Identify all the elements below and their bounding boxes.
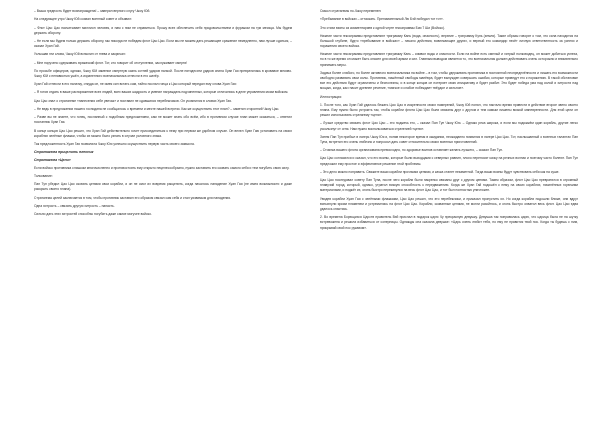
paragraph: Толкование: [34, 174, 53, 179]
paragraph: Нижние части гексаграммы представляют триграмму Кань (вода, опасность), верхние – триграмму Кунь (земля). Такие образы говорят о том, что сила находится на большой глубине, будто «пребывание в войсках» – начало действия, вовлекающее других, и верный его командир несёт личную ответственность за успехи и поражения своего войска. [320, 33, 578, 49]
paragraph: Так предложенность Хуан Гая позволила Чжоу Юю успешно осуществить первую часть своего замысла. [34, 142, 195, 147]
subsection-heading: Стратагема «Цепи» [34, 158, 71, 163]
left-text-column [34, 9, 292, 418]
paragraph: Цао Цао согласился и сказал, что его воины, которые были выходцами с северных равнин, плохо переносят качку на речных волнах и поэтому часто болеют. Пан Тун предложил ему простое и эффективное решение этой проблемы. [320, 156, 578, 166]
paragraph: Цао Цао последовал совету Пан Туна, после чего корабли были накрепко связаны друг с другом цепями. Таким образом, флот Цао Цао превратился в огромный плавучий город, который, однако, утратил всякую способность к передвижению. Когда же Хуан Гай подошёл к нему на своих кораблях, начинённых горючими материалами, и поджёг их, огонь быстро перекинулся на весь флот Цао Цао, и тот был полностью уничтожен. [320, 178, 578, 193]
paragraph: Цао Цао знал о стратагеме «нанесения себе увечья» и поставил не сдавшихся перебежчиков. Он усомнился в словах Хуан Гая. [34, 98, 232, 103]
paragraph: Затем Пан Тун прибыл в лагерь Чжоу Юя и, поняв некоторое время в ожидании, неожиданно появился в лагере Цао Цао. Тот, наслышанный о военных талантах Пан Туна, встретил его очень любезно и попросил дать совет относительно своих военных приготовлений. [320, 134, 578, 144]
paragraph: – Я готов отдать в ваше распоряжение всех людей, всех ваших шадрость и умение награждать подчиненных, которые отличились в деле управления моим войском. [34, 90, 289, 95]
paragraph: 2. Во времена Борющихся Царств правитель Вэй прислал в подарок царю Чу прекрасную девушку. Девушка так понравилась царю, что царица была не на шутку встревожена и решила избавиться от соперницы. Однажды она сказала девушке: «Царь очень любит тебя, но ему не нравится твой нос. Когда ты будешь с ним, прикрывай свой нос рукавом». [320, 215, 578, 230]
paragraph: – Выша гредность будет вознаграждена! – заверил верного слугу Чжоу Юй. [34, 9, 151, 13]
paragraph: Услышав эти слова, Чжоу Юй вспылил от гнева и закричал: [34, 52, 126, 57]
paragraph: – Лучше средство связать флот Цао Цао – это поджечь его, – сказал Пан Тун Чжоу Юю. – Однако река широка, и если мы подожжём один корабль, другие легко ускользнут от огня. Нам нужно воспользоваться стратегией «цепи». [320, 121, 578, 131]
paragraph: Задача более слабого, но более активного военачальника на войне – в том, чтобы удерживать противника в постоянной неопределённости и лишать его возможности свободно развивать свои силы. Противник, лишённый свободы манёвра, будет вынужден совершать ошибки, которые приведут его к поражению. В такой обстановке все его действия будут ограничены и бесполезны, и в конце концов он потеряет свою инициативу и будет разбит. Это будет победа ума над силой и хитрости над мощью, когда, как гласит древнее речение, «мягкое и слабое побеждает твёрдое и сильное». [320, 70, 578, 91]
paragraph: Стратагема целей заключается в том, чтобы противник заставил его образом связал сам себя и стал уязвимым для нападения. [34, 195, 231, 200]
paragraph: – Стоянка вашего флота организована превосходно, но здоровье воинов оставляет желать лучшего, – сказал Пан Тун. [320, 148, 504, 153]
paragraph: – Не ведь в предложении нашего господина не сообщалось о времени и месте нашей встречи. Как же осуществить этот план? – заметил сторонний Чжоу Цао. [34, 106, 280, 111]
paragraph: – Это дело можно поправить. Свяжите ваши корабли прочными цепями, и качка станет незаметной. Тогда ваши воины будут чувствовать себя как на суше. [320, 169, 560, 174]
paragraph: Это стихи взяты из комментариев к одной черте гексаграммы Бии 7 Ши (Войско). [320, 25, 445, 30]
paragraph: Хуан Гай отнесли в его палатку, откуда он, не имея сил встать сам, тайно послал гонца к Цао который передал ему слова Хуан Гая: [34, 82, 237, 87]
paragraph: Смысл стратагемы по-Чжоу переменен: [320, 9, 382, 13]
section-heading: Стратагема прицелить пленник [34, 150, 94, 155]
paragraph: – Не если мы будем только держать оборону, мы никогда не победим флот Цао Цао. Если мы не можем дать решающее сражение немедленно, нам лучше сдаться, – сказал Хуан Гай. [34, 38, 292, 49]
paragraph: 1. После того, как Хуан Гай удалось бежать Цао Цао в искренности своих намерений, Чжоу Юй понял, что настало время привести в действие второе звено своего плана. Ему нужно было устроить так, чтобы корабли флота Цао Цао были связаны друг с другом и тем самым лишены всякой маневренности. Для этой цели он решил использовать стратагему «цепи». [320, 102, 578, 118]
paragraph: Иллюстрация: [320, 94, 342, 99]
paragraph: В конце концов Цао Цао решил, что Хуан Гай действительно хочет присоединиться к нему при первом же удобном случае. Он велел Хуан Гаю установить на своих кораблях зелёные флажки, чтобы их можно было узнать в случае условного знака. [34, 128, 292, 138]
paragraph: Сильно дать этих хитростей способны погубить даже самое могучее войско. [34, 212, 152, 217]
paragraph: – Разве вы не знаете, что гонец, посланный с подобным предложением, сам не может знать обо всём, ибо в противном случае план может оказаться, – ответил посланник Хуан Гая. [34, 115, 292, 125]
paragraph: На следующее утро Чжоу Юй созвал военный совет и объявил: [34, 17, 132, 22]
paragraph: «Пребывание в войсках – оттаскать. Пренимательный Лю Бэй победил тот тот». [320, 17, 444, 22]
paragraph: Увидев корабли Хуан Гая с зелёными флажками, Цао Цао решил, что это перебежчики, и приказал пропустить их. Но когда корабли подошли ближе, они вдруг вспыхнули ярким пламенем и устремились на флот Цао Цао. Корабли, скованные цепями, не могли разойтись, и огонь быстро охватил весь флот. Цао Цао едва удалось спастись. [320, 196, 578, 211]
paragraph: Одна хитрость – связать другую хитрость – напасть. [34, 203, 115, 208]
paragraph: – Мне поручено сдерживать вражеский флот. Тот, кто говорит об отступлении, заслуживает смерти! [34, 60, 188, 65]
paragraph: По просьбе офицеров, однако, Чжоу Юй заменил смертную казнь сотней ударов палкой. После пятидесяти ударов спина Хуан Гая превратилась в кровавое месиво. Чжоу Юй с ненавистью ушёл, а израненного военачальника отнесли в его шатёр. [34, 68, 292, 78]
paragraph: Если войско противника слишком многочисленно и противостоять ему открыто нецелесообразно, нужно заставить его сковать самого себя и тем погубить свою силу. [34, 165, 290, 170]
right-text-column [320, 9, 578, 418]
paragraph: – Флот Цао Цао насчитывает миллион человек, и нам с ним не справиться. Прошу всех обеспечить себя продовольствием и фуражом на три месяца. Мы будем держать оборону. [34, 25, 292, 35]
paragraph: Пан Тун убедил Цао Цао сковать цепями свои корабли, и он не смог их вовремя расцепить, когда началось нападение Хуан Гая (не имея возможности и даже раскрыть своего плана). [34, 182, 292, 192]
paragraph: Нижние части гексаграммы представляют триграмму Кань – символ воды и опасности. Если на войне есть смелый и хитрый полководец, он может добиться успеха, но в то же время он может быть опасен для своей армии и сил. Главным выводом является то, что военачальник должен действовать очень осторожно и внимательно принимать меры. [320, 52, 578, 67]
